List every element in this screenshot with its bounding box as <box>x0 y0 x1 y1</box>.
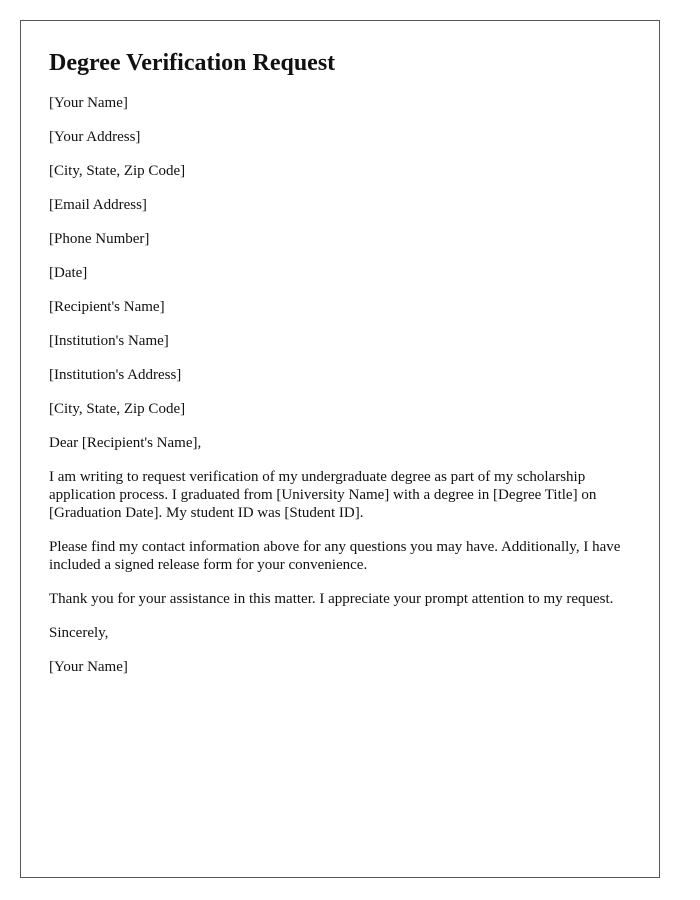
page-title: Degree Verification Request <box>49 50 336 76</box>
recipient-address: [Institution's Address] <box>49 367 182 383</box>
body-paragraph: Thank you for your assistance in this matter. I appreciate your prompt attention to my request. <box>49 591 614 607</box>
recipient-institution: [Institution's Name] <box>49 333 169 349</box>
recipient-city-state-zip: [City, State, Zip Code] <box>49 401 186 417</box>
sender-phone: [Phone Number] <box>49 231 150 247</box>
sender-email: [Email Address] <box>49 197 147 213</box>
recipient-name: [Recipient's Name] <box>49 299 165 315</box>
sender-name: [Your Name] <box>49 95 128 111</box>
salutation: Dear [Recipient's Name], <box>49 435 202 451</box>
letter-date: [Date] <box>49 265 88 281</box>
sender-address: [Your Address] <box>49 129 141 145</box>
sender-city-state-zip: [City, State, Zip Code] <box>49 163 186 179</box>
body-paragraph: Please find my contact information above for any questions you may have. Additionally, I have included a signed release form for your convenience. <box>49 539 621 573</box>
closing: Sincerely, <box>49 625 109 641</box>
body-paragraph: I am writing to request verification of my undergraduate degree as part of my scholarship application process. I graduated from [University Name] with a degree in [Degree Title] on [Graduation Date]. My student ID was [Student ID]. <box>49 469 597 521</box>
letter-page <box>20 20 660 878</box>
signature: [Your Name] <box>49 659 128 675</box>
